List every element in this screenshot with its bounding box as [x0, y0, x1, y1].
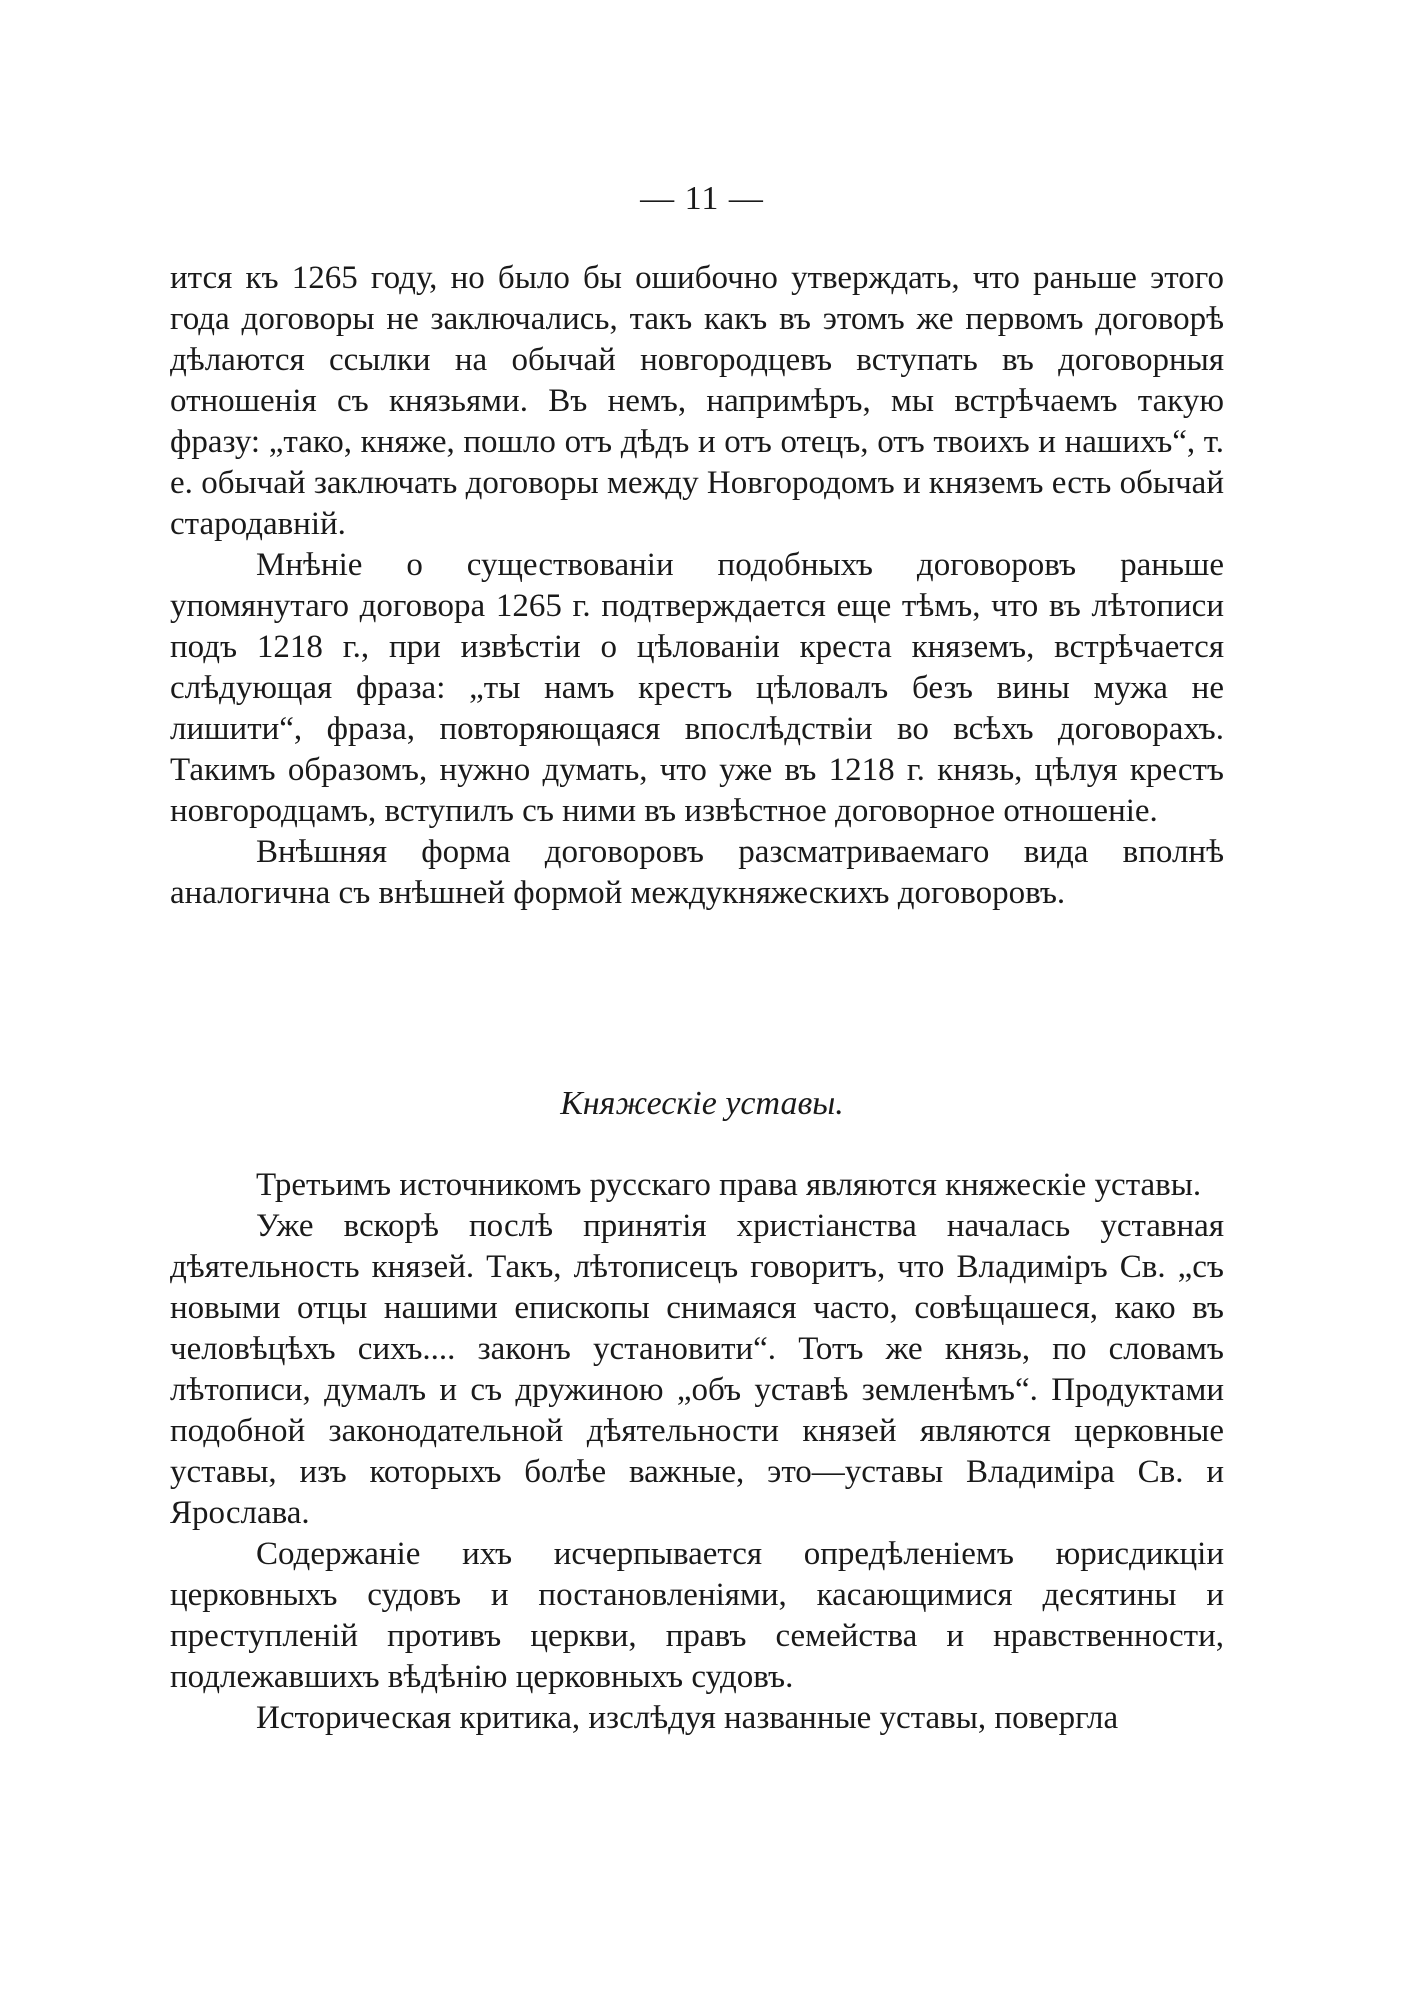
page-number: — 11 — [640, 180, 764, 217]
text-block-princely-statutes [170, 1165, 1224, 1739]
paragraph: Уже вскорѣ послѣ принятія христіанства началась уставная дѣятельность князей. Такъ, лѣтописецъ говоритъ, что Владиміръ Св. „съ новыми отцы нашими епископы снимаяся часто, совѣщашеся, како въ человѣцѣхъ сихъ.... законъ установити“. Тотъ же князь, по словамъ лѣтописи, думалъ и съ дружиною „объ уставѣ земленѣмъ“. Продуктами подобной законодательной дѣятельности князей являются церковные уставы, изъ которыхъ болѣе важные, это—уставы Владиміра Св. и Ярослава. [170, 1208, 1224, 1531]
paragraph: Внѣшняя форма договоровъ разсматриваемаго вида вполнѣ аналогична съ внѣшней формой междукняжескихъ договоровъ. [170, 834, 1224, 911]
paragraph: Содержаніе ихъ исчерпывается опредѣленіемъ юрисдикціи церковныхъ судовъ и постановленіями, касающимися десятины и преступленій противъ церкви, правъ семейства и нравственности, подлежавшихъ вѣдѣнію церковныхъ судовъ. [170, 1536, 1224, 1695]
paragraph: Историческая критика, изслѣдуя названные уставы, повергла [256, 1700, 1119, 1736]
paragraph: Третьимъ источникомъ русскаго права являются княжескіе уставы. [256, 1167, 1202, 1203]
paragraph-continuation: ится къ 1265 году, но было бы ошибочно утверждать, что раньше этого года договоры не заключались, такъ какъ въ этомъ же первомъ договорѣ дѣлаются ссылки на обычай новгородцевъ вступать въ договорныя отношенія съ князьями. Въ немъ, напримѣръ, мы встрѣчаемъ такую фразу: „тако, княже, пошло отъ дѣдъ и отъ отецъ, отъ твоихъ и нашихъ“, т. е. обычай заключать договоры между Новгородомъ и княземъ есть обычай стародавній. [170, 260, 1224, 542]
text-block-treaties [170, 258, 1224, 914]
section-heading: Княжескіе уставы. [560, 1085, 844, 1122]
paragraph: Мнѣніе о существованіи подобныхъ договоровъ раньше упомянутаго договора 1265 г. подтверждается еще тѣмъ, что въ лѣтописи подъ 1218 г., при извѣстіи о цѣлованіи креста княземъ, встрѣчается слѣдующая фраза: „ты намъ крестъ цѣловалъ безъ вины мужа не лишити“, фраза, повторяющаяся впослѣдствіи во всѣхъ договорахъ. Такимъ образомъ, нужно думать, что уже въ 1218 г. князь, цѣлуя крестъ новгородцамъ, вступилъ съ ними въ извѣстное договорное отношеніе. [170, 547, 1224, 829]
